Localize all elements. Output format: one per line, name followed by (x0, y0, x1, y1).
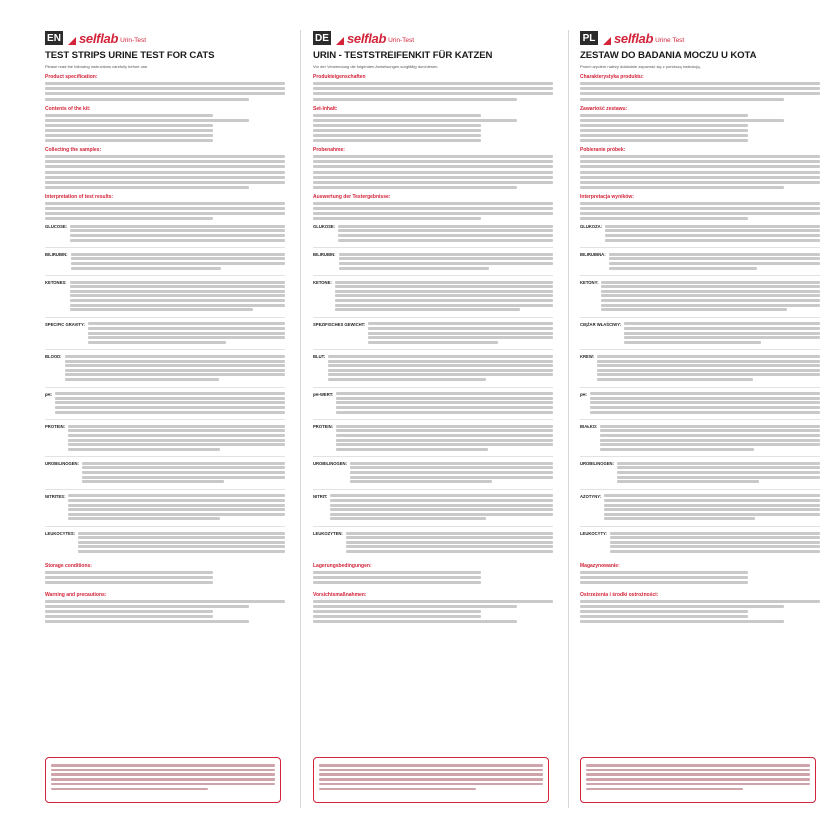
language-badge: DE (313, 31, 331, 45)
selflab-logo-icon (602, 36, 612, 46)
term-label: GLUKOZA: (580, 224, 603, 230)
selflab-logo (602, 31, 684, 46)
term-label: UROBILINOGEN: (45, 461, 79, 467)
term-label: BIAŁKO: (580, 424, 598, 430)
intro-text: Vor der Verwendung die folgenden Anweisungen sorgfältig durchlesen. (313, 64, 439, 69)
term-label: KREW: (580, 354, 595, 360)
term-label: KETONY: (580, 280, 599, 286)
section-heading: Magazynowanie: (580, 562, 620, 569)
term-label: CIĘŻAR WŁAŚCIWY: (580, 321, 622, 327)
column-header (580, 28, 820, 48)
section-heading: Interpretacja wyników: (580, 193, 634, 200)
term-label: pH: (45, 391, 52, 397)
section-heading: Collecting the samples: (45, 147, 102, 154)
term-label: pH-WERT: (313, 391, 334, 397)
term-label: UROBILINOGEN: (580, 461, 614, 467)
term-label: BLUT: (313, 354, 326, 360)
section-heading: Produkteigenschaften (313, 74, 366, 81)
section-heading: Ostrzeżenia i środki ostrożności: (580, 591, 659, 598)
column-header (313, 28, 553, 48)
term-label: SPEZIFISCHES GEWICHT: (313, 321, 366, 327)
document-title: TEST STRIPS URINE TEST FOR CATS (45, 50, 215, 61)
brand-name: selflab (614, 30, 654, 46)
document-title: ZESTAW DO BADANIA MOCZU U KOTA (580, 50, 757, 61)
section-heading: Pobieranie próbek: (580, 147, 626, 154)
product-variant: Urin-Test (388, 36, 415, 44)
term-label: BILIRUBIN: (313, 252, 336, 258)
brand-name: selflab (347, 30, 387, 46)
term-label: GLUCOSE: (45, 224, 68, 230)
section-heading: Charakterystyka produktu: (580, 74, 644, 81)
selflab-logo (67, 31, 146, 46)
column-en (45, 28, 285, 623)
brand-name: selflab (79, 30, 119, 46)
product-variant: Urin-Test (120, 36, 147, 44)
disclaimer-box (45, 757, 281, 803)
term-label: pH: (580, 391, 587, 397)
disclaimer-box (313, 757, 549, 803)
disclaimer-box (580, 757, 816, 803)
term-label: UROBILINOGEN: (313, 461, 347, 467)
intro-text: Please read the following instructions carefully before use. (45, 64, 149, 69)
term-label: SPECIFIC GRAVITY: (45, 321, 85, 327)
term-label: BILIRUBIN: (45, 252, 68, 258)
section-heading: Product specification: (45, 74, 98, 81)
document-title: URIN - TESTSTREIFENKIT FÜR KATZEN (313, 50, 493, 61)
selflab-logo-icon (335, 36, 345, 46)
product-variant: Urine Test (655, 36, 685, 44)
column-pl (580, 28, 820, 623)
language-badge: PL (580, 31, 598, 45)
selflab-logo (335, 31, 414, 46)
term-label: BLOOD: (45, 354, 62, 360)
term-label: LEUKOCYTES: (45, 531, 76, 537)
section-heading: Lagerungsbedingungen: (313, 562, 372, 569)
section-heading: Set-Inhalt: (313, 105, 338, 112)
section-heading: Warning and precautions: (45, 591, 107, 598)
term-label: PROTEIN: (45, 424, 66, 430)
section-heading: Probenahme: (313, 147, 345, 154)
language-badge: EN (45, 31, 63, 45)
term-label: NITRITES: (45, 493, 66, 499)
section-heading: Auswertung der Testergebnisse: (313, 193, 391, 200)
selflab-logo-icon (67, 36, 77, 46)
column-divider (300, 30, 301, 808)
term-label: AZOTYNY: (580, 493, 602, 499)
section-heading: Contents of the kit: (45, 105, 91, 112)
section-heading: Storage conditions: (45, 562, 92, 569)
section-heading: Vorsichtsmaßnahmen: (313, 591, 367, 598)
term-label: LEUKOZYTEN: (313, 531, 343, 537)
column-de (313, 28, 553, 623)
term-label: GLUKOSE: (313, 224, 336, 230)
column-divider (568, 30, 569, 808)
column-header (45, 28, 285, 48)
intro-text: Przed użyciem należy dokładnie zapoznać się z poniższą instrukcją. (580, 64, 701, 69)
term-label: KETONES: (45, 280, 67, 286)
term-label: PROTEIN: (313, 424, 334, 430)
section-heading: Interpretation of test results: (45, 193, 114, 200)
section-heading: Zawartość zestawu: (580, 105, 628, 112)
term-label: NITRIT: (313, 493, 328, 499)
term-label: BILIRUBINA: (580, 252, 606, 258)
term-label: KETONE: (313, 280, 332, 286)
term-label: LEUKOCYTY: (580, 531, 607, 537)
